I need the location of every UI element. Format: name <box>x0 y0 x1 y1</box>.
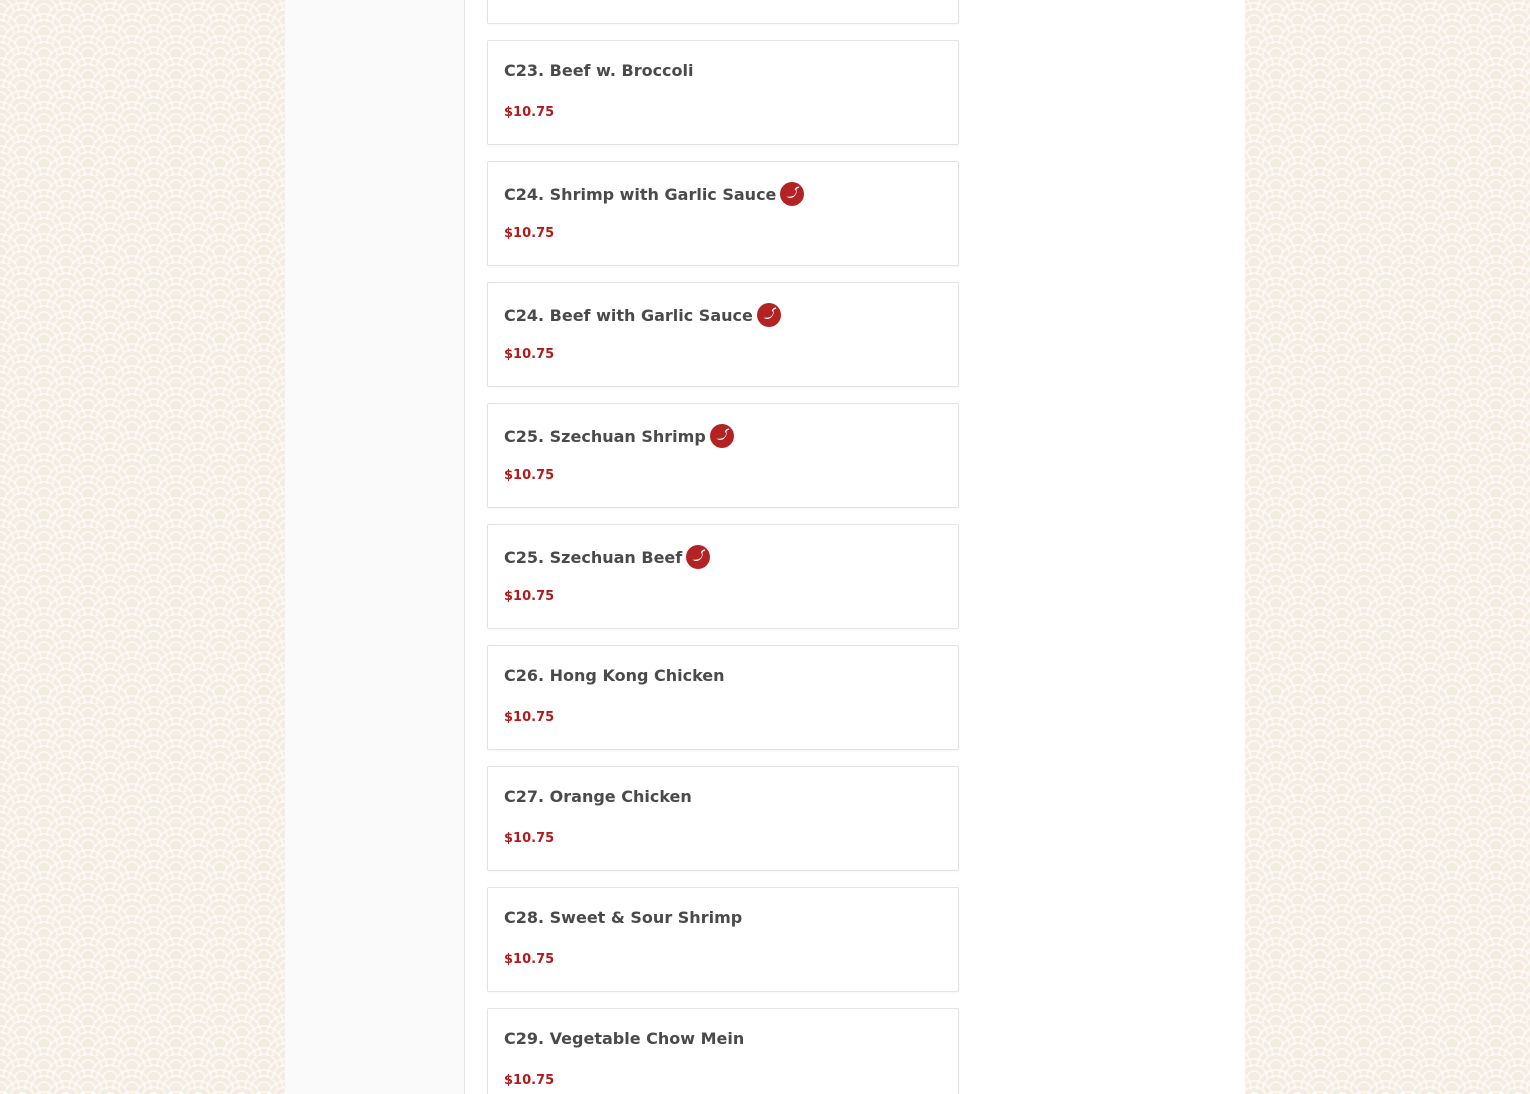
menu-item-name: C23. Beef w. Broccoli <box>504 61 694 80</box>
menu-item-price: $10.75 <box>504 589 555 604</box>
menu-item[interactable] <box>487 1008 959 1094</box>
menu-item[interactable] <box>487 40 959 145</box>
menu-item-name: C29. Vegetable Chow Mein <box>504 1029 745 1048</box>
menu-item-name: C26. Hong Kong Chicken <box>504 666 725 685</box>
menu-item[interactable] <box>487 524 959 629</box>
menu-item-name: C25. Szechuan Beef <box>504 545 710 569</box>
menu-item-list <box>487 0 959 1094</box>
menu-item-price: $10.75 <box>504 226 555 241</box>
chili-pepper-icon <box>780 182 804 206</box>
menu-item-price: $10.75 <box>504 710 555 725</box>
menu-item[interactable] <box>487 161 959 266</box>
menu-item-price: $10.75 <box>504 347 555 362</box>
chili-pepper-icon <box>710 424 734 448</box>
menu-item-price: $10.75 <box>504 831 555 846</box>
chili-pepper-icon <box>757 303 781 327</box>
menu-item-price: $10.75 <box>504 468 555 483</box>
menu-item[interactable] <box>487 766 959 871</box>
chili-pepper-icon <box>686 545 710 569</box>
menu-item[interactable] <box>487 645 959 750</box>
menu-item-price: $10.75 <box>504 1073 555 1088</box>
menu-item-name: C24. Beef with Garlic Sauce <box>504 303 781 327</box>
menu-item-name: C25. Szechuan Shrimp <box>504 424 734 448</box>
menu-item-price: $10.75 <box>504 952 555 967</box>
menu-item-name: C28. Sweet & Sour Shrimp <box>504 908 743 927</box>
menu-item[interactable] <box>487 403 959 508</box>
menu-item[interactable] <box>487 282 959 387</box>
category-sidebar <box>285 0 465 1094</box>
menu-item[interactable] <box>487 887 959 992</box>
menu-item-price: $10.75 <box>504 105 555 120</box>
menu-item-name: C27. Orange Chicken <box>504 787 692 806</box>
menu-item[interactable] <box>487 0 959 24</box>
page-container <box>285 0 1245 1094</box>
menu-item-name: C24. Shrimp with Garlic Sauce <box>504 182 804 206</box>
